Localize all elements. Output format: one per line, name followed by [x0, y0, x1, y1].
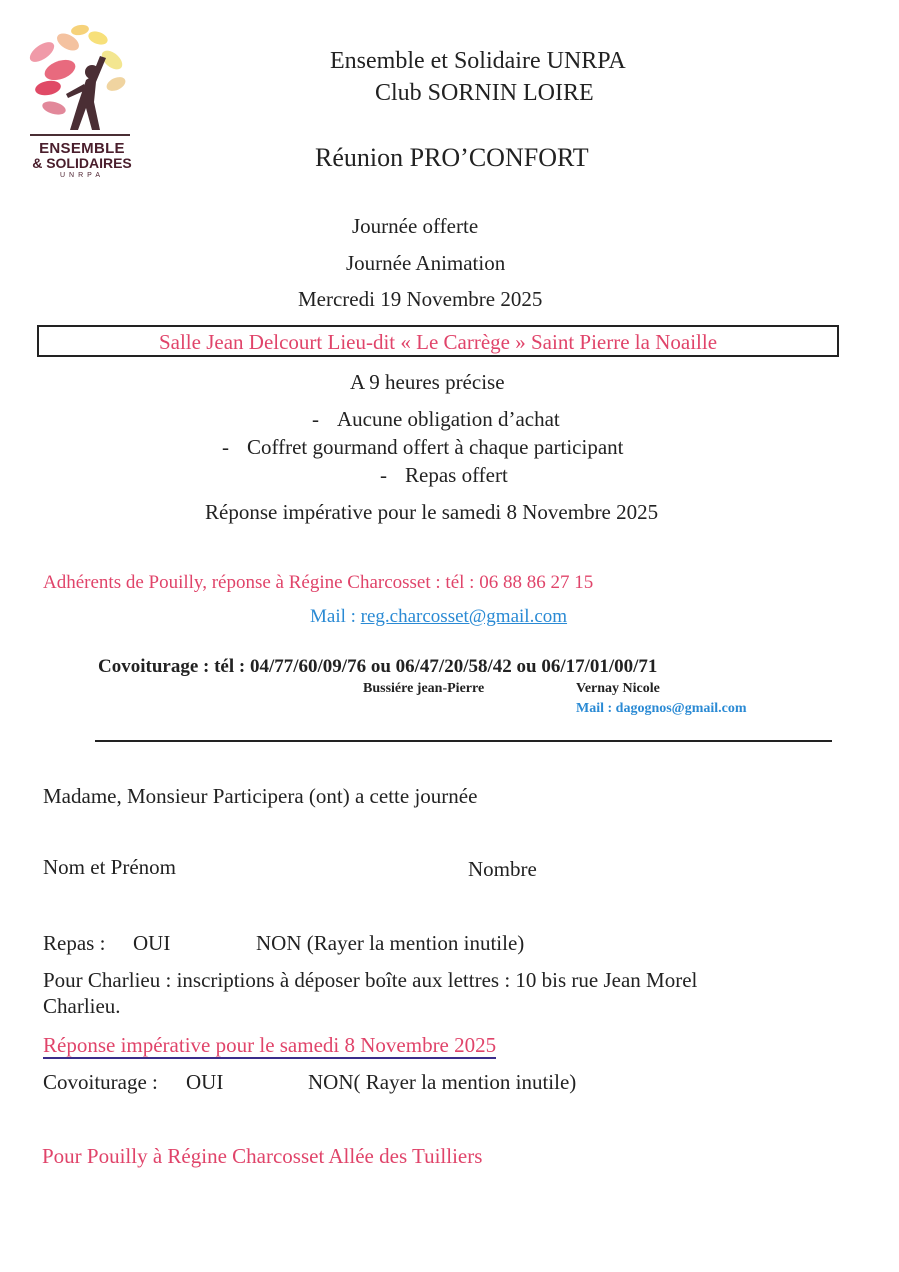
- contact-mail-dagognos: Mail : dagognos@gmail.com: [576, 701, 747, 716]
- repas-label: Repas :: [43, 931, 106, 955]
- contact-name-bussiere: Bussiére jean-Pierre: [363, 681, 485, 696]
- bullet-text: Aucune obligation d’achat: [337, 407, 560, 431]
- covoiturage-label: Covoiturage :: [43, 1070, 158, 1094]
- bullet-item: [222, 435, 624, 460]
- bullet-marker: -: [380, 463, 387, 487]
- bullet-text: Repas offert: [405, 463, 508, 487]
- form-deadline: [43, 1033, 496, 1058]
- bullet-marker: -: [222, 435, 229, 459]
- bullet-item: [380, 463, 508, 488]
- response-deadline: Réponse impérative pour le samedi 8 Novembre 2025: [205, 500, 659, 524]
- bullet-marker: -: [312, 407, 319, 431]
- charlieu-line-2: Charlieu.: [43, 994, 121, 1018]
- event-date: Mercredi 19 Novembre 2025: [298, 287, 543, 311]
- divider: [95, 740, 832, 742]
- mail-label: Mail :: [310, 606, 361, 627]
- number-label: Nombre: [468, 857, 537, 881]
- logo-text-ensemble: ENSEMBLE: [39, 140, 125, 157]
- mail-link[interactable]: reg.charcosset@gmail.com: [360, 606, 568, 627]
- ensemble-solidaires-logo-icon: [20, 22, 140, 140]
- covoiturage-phones: Covoiturage : tél : 04/77/60/09/76 ou 06/47/20/58/42 ou 06/17/01/00/71: [98, 656, 658, 677]
- charlieu-line-1: Pour Charlieu : inscriptions à déposer boîte aux lettres : 10 bis rue Jean Morel: [43, 968, 698, 992]
- pouilly-address: Pour Pouilly à Régine Charcosset Allée des Tuilliers: [42, 1144, 483, 1168]
- page-title: Réunion PRO’CONFORT: [315, 143, 589, 172]
- event-time: A 9 heures précise: [350, 370, 505, 394]
- repas-non[interactable]: NON (Rayer la mention inutile): [256, 931, 525, 955]
- mail-line: [310, 606, 567, 628]
- org-name: Ensemble et Solidaire UNRPA: [330, 48, 626, 74]
- unrpa-logo: [20, 22, 140, 182]
- event-line-offerte: Journée offerte: [352, 214, 479, 238]
- covoiturage-oui[interactable]: OUI: [186, 1070, 224, 1094]
- name-label: Nom et Prénom: [43, 855, 176, 879]
- event-line-animation: Journée Animation: [346, 251, 506, 275]
- form-deadline-text: Réponse impérative pour le samedi 8 Novembre 2025: [43, 1033, 497, 1057]
- logo-text-unrpa: UNRPA: [60, 172, 104, 179]
- repas-oui[interactable]: OUI: [133, 931, 171, 955]
- club-name: Club SORNIN LOIRE: [375, 80, 594, 106]
- logo-text-solidaires: & SOLIDAIRES: [32, 155, 132, 171]
- bullet-item: [312, 407, 560, 432]
- bullet-text: Coffret gourmand offert à chaque participant: [247, 435, 624, 459]
- covoiturage-non[interactable]: NON( Rayer la mention inutile): [308, 1070, 577, 1094]
- venue-text: Salle Jean Delcourt Lieu-dit « Le Carrège » Saint Pierre la Noaille: [158, 330, 718, 354]
- pouilly-contact: Adhérents de Pouilly, réponse à Régine Charcosset : tél : 06 88 86 27 15: [43, 572, 594, 593]
- form-intro: Madame, Monsieur Participera (ont) a cette journée: [43, 784, 478, 808]
- venue-box: [37, 325, 839, 357]
- contact-name-vernay: Vernay Nicole: [576, 681, 660, 696]
